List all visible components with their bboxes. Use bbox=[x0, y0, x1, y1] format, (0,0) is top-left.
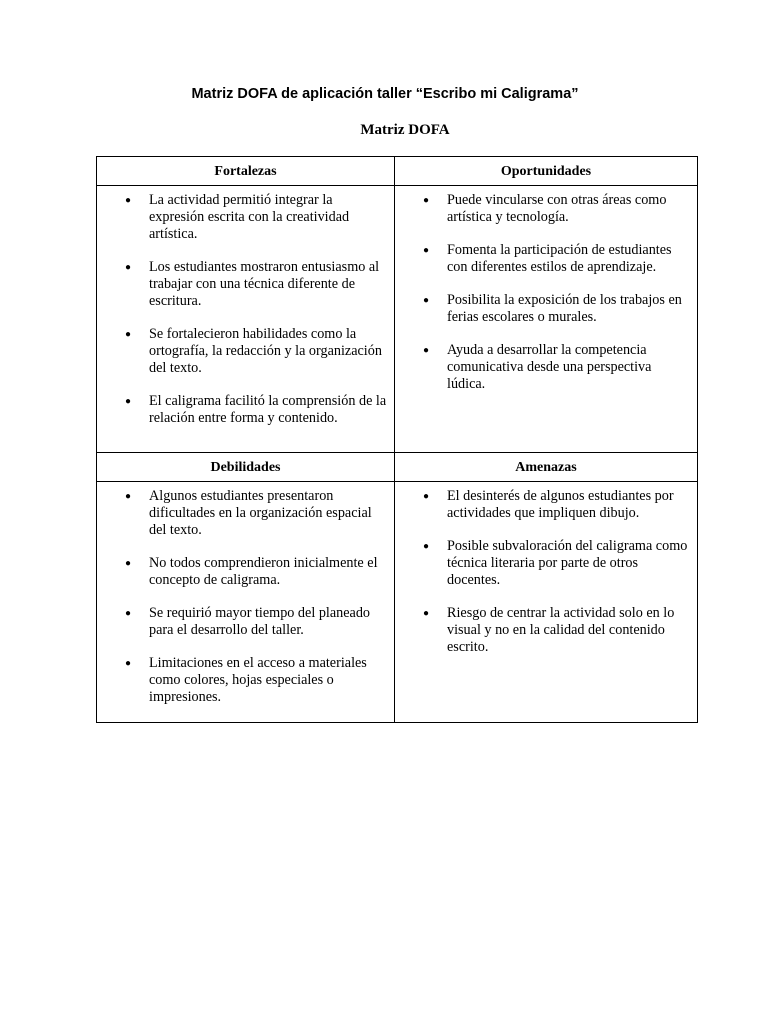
debilidades-heading: Debilidades bbox=[97, 453, 395, 482]
list-item: ● Ayuda a desarrollar la competencia comunicativa desde una perspectiva lúdica. bbox=[395, 342, 691, 393]
fortalezas-heading: Fortalezas bbox=[97, 157, 395, 186]
amenazas-heading: Amenazas bbox=[395, 453, 698, 482]
fortalezas-cell bbox=[97, 186, 395, 453]
list-item: ● La actividad permitió integrar la expresión escrita con la creatividad artística. bbox=[97, 192, 388, 243]
list-item: ● Posibilita la exposición de los trabajos en ferias escolares o murales. bbox=[395, 292, 691, 326]
content-row-bottom bbox=[97, 482, 698, 723]
document-title-text: Matriz DOFA de aplicación taller “Escribo mi Caligrama” bbox=[191, 86, 579, 102]
fortalezas-list bbox=[97, 192, 388, 427]
list-item: ● Puede vincularse con otras áreas como artística y tecnología. bbox=[395, 192, 691, 226]
dofa-matrix-table bbox=[96, 156, 698, 723]
header-row-bottom bbox=[97, 453, 698, 482]
list-item: ● Algunos estudiantes presentaron dificultades en la organización espacial del texto. bbox=[97, 488, 388, 539]
debilidades-list bbox=[97, 488, 388, 706]
list-item: ● No todos comprendieron inicialmente el concepto de caligrama. bbox=[97, 555, 388, 589]
list-item: ● Se fortalecieron habilidades como la ortografía, la redacción y la organización del texto. bbox=[97, 326, 388, 377]
list-item: ● Los estudiantes mostraron entusiasmo al trabajar con una técnica diferente de escritura. bbox=[97, 259, 388, 310]
debilidades-cell bbox=[97, 482, 395, 723]
oportunidades-heading: Oportunidades bbox=[395, 157, 698, 186]
header-row-top bbox=[97, 157, 698, 186]
document-title bbox=[0, 86, 768, 102]
oportunidades-list bbox=[395, 192, 691, 393]
list-item: ● Riesgo de centrar la actividad solo en lo visual y no en la calidad del contenido escrito. bbox=[395, 605, 691, 656]
amenazas-cell bbox=[395, 482, 698, 723]
content-row-top bbox=[97, 186, 698, 453]
list-item: ● Limitaciones en el acceso a materiales como colores, hojas especiales o impresiones. bbox=[97, 655, 388, 706]
matrix-heading: Matriz DOFA bbox=[360, 122, 450, 138]
list-item: ● El caligrama facilitó la comprensión de la relación entre forma y contenido. bbox=[97, 393, 388, 427]
list-item: ● Posible subvaloración del caligrama como técnica literaria por parte de otros docentes. bbox=[395, 538, 691, 589]
list-item: ● Fomenta la participación de estudiantes con diferentes estilos de aprendizaje. bbox=[395, 242, 691, 276]
oportunidades-cell bbox=[395, 186, 698, 453]
list-item: ● Se requirió mayor tiempo del planeado para el desarrollo del taller. bbox=[97, 605, 388, 639]
amenazas-list bbox=[395, 488, 691, 656]
list-item: ● El desinterés de algunos estudiantes por actividades que impliquen dibujo. bbox=[395, 488, 691, 522]
